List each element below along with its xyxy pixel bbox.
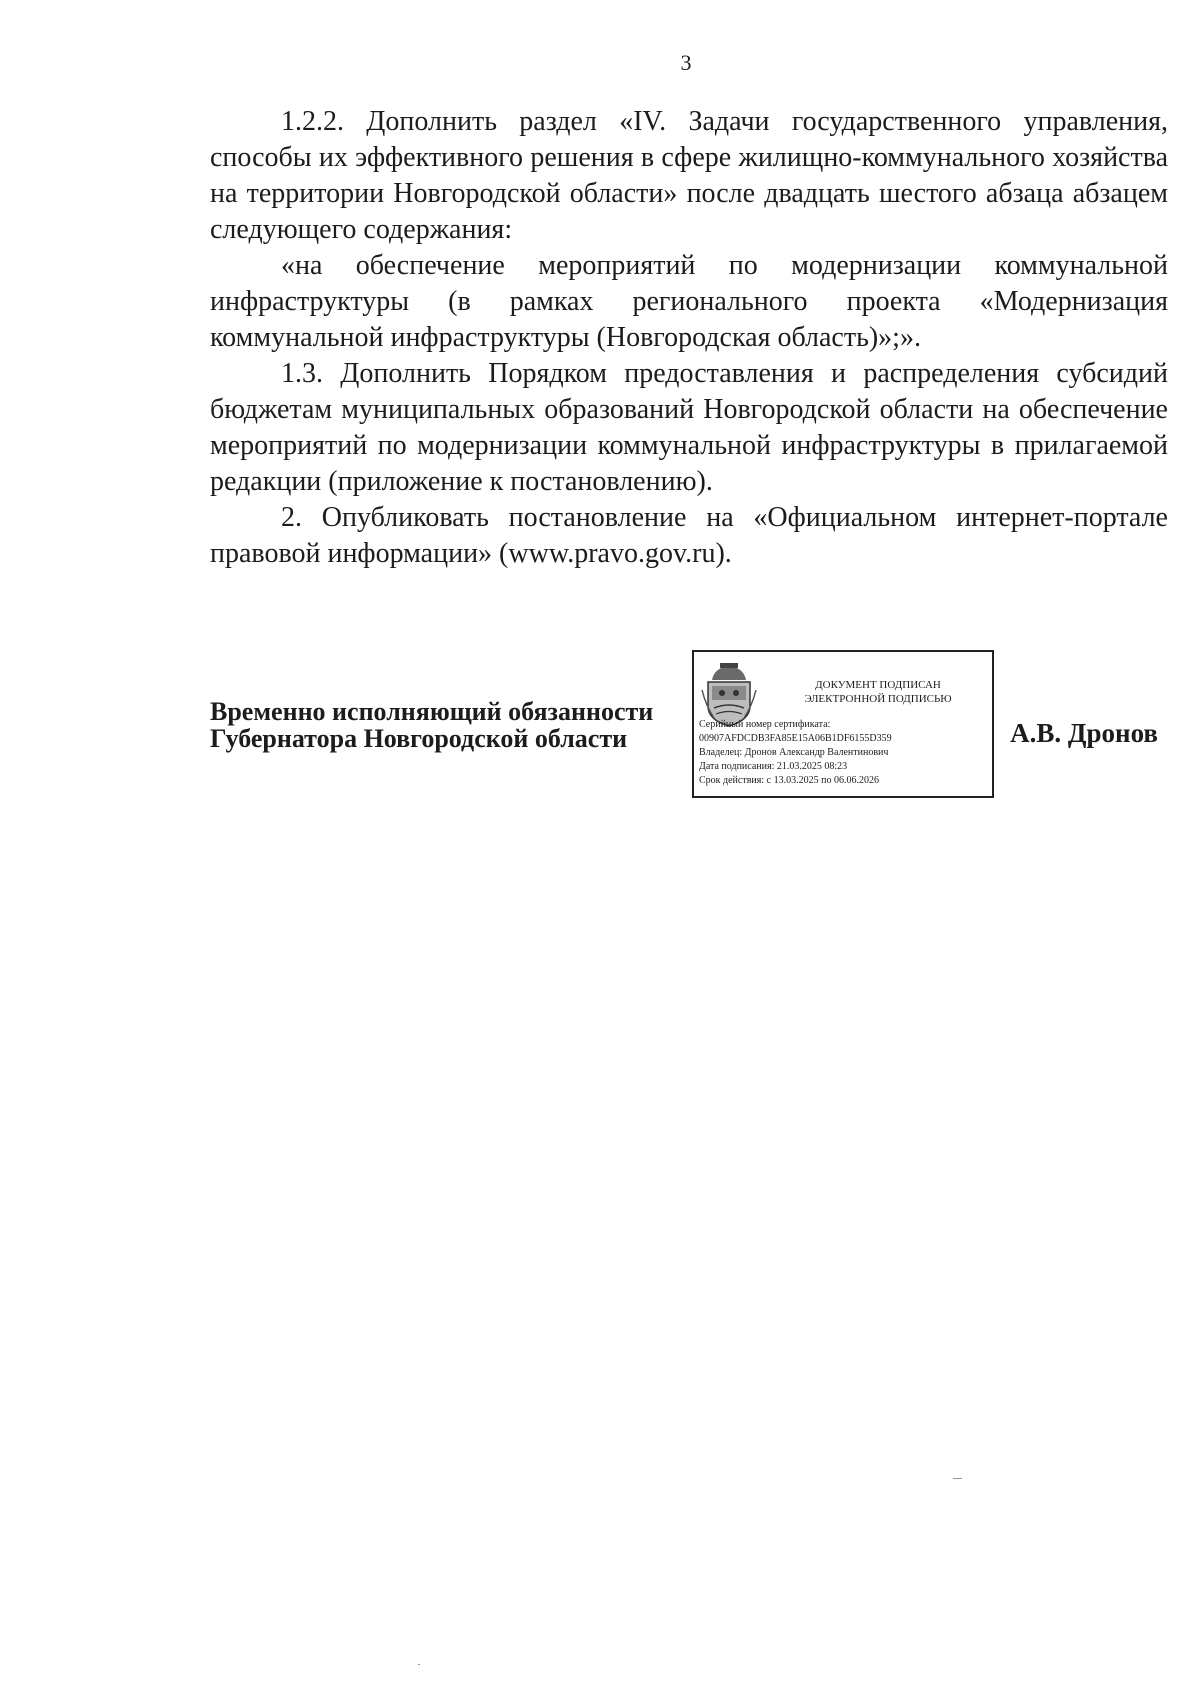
- stamp-details: [699, 718, 892, 788]
- signer-position-line-2: Губернатора Новгородской области: [210, 724, 628, 753]
- signature-block: [210, 650, 1168, 790]
- page-number: 3: [680, 50, 692, 75]
- document-body: [210, 104, 1168, 572]
- paragraph-1-3: 1.3. Дополнить Порядком предоставления и распределения субсидий бюджетам муниципальных образований Новгородской области на обеспечение мероприятий по модернизации коммунальной инфраструктуры в прилагаемой редакции (приложение к постановлению).: [210, 358, 1168, 497]
- signer-position: [210, 698, 653, 752]
- scan-artifact: [953, 1478, 962, 1479]
- paragraph-2: 2. Опубликовать постановление на «Официальном интернет-портале правовой информации» (www.pravo.gov.ru).: [210, 502, 1168, 569]
- stamp-signed-date: Дата подписания: 21.03.2025 08:23: [699, 761, 848, 772]
- stamp-heading: [764, 678, 992, 706]
- electronic-signature-stamp: [692, 650, 994, 798]
- stamp-serial-label: Серийный номер сертификата:: [699, 719, 831, 730]
- stamp-validity: Срок действия: с 13.03.2025 по 06.06.2026: [699, 775, 879, 786]
- signer-position-line-1: Временно исполняющий обязанности: [210, 697, 654, 726]
- stamp-heading-line-2: ЭЛЕКТРОННОЙ ПОДПИСЬЮ: [804, 693, 952, 705]
- signer-name: А.В. Дронов: [1010, 718, 1158, 748]
- stamp-owner: Владелец: Дронов Александр Валентинович: [699, 747, 889, 758]
- scan-artifact: [418, 1664, 420, 1665]
- stamp-serial-value: 00907AFDCDB3FA85E15A06B1DF6155D359: [699, 733, 892, 744]
- paragraph-quote: «на обеспечение мероприятий по модернизации коммунальной инфраструктуры (в рамках регионального проекта «Модернизация коммунальной инфраструктуры (Новгородская область)»;».: [210, 250, 1168, 353]
- paragraph-1-2-2: 1.2.2. Дополнить раздел «IV. Задачи государственного управления, способы их эффективного решения в сфере жилищно-коммунального хозяйства на территории Новгородской области» после двадцать шестого абзаца абзацем следующего содержания:: [210, 106, 1168, 245]
- stamp-heading-line-1: ДОКУМЕНТ ПОДПИСАН: [815, 679, 941, 691]
